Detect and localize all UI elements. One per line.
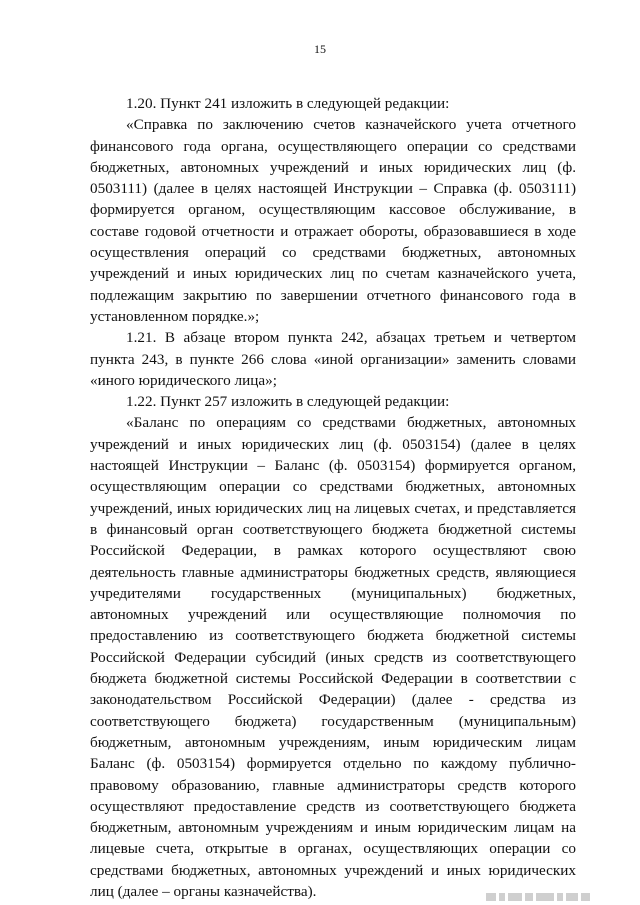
scan-mark-decoration [486,893,596,901]
page-number: 15 [314,42,326,56]
paragraph-1-22-text: «Баланс по операциям со средствами бюджетных, автономных учреждений и иных юридических лиц (ф. 0503154) (далее в целях настоящей Инструкции – Баланс (ф. 0503154) формируется органом, осуществляющим операции со средствами бюджетных, автономных учреждений, иных юридических лиц на лицевых счетах, и представляется в финансовый орган соответствующего бюджета бюджетной системы Российской Федерации, в рамках которого осуществляют свою деятельность главные администраторы бюджетных средств, являющиеся учредителями государственных (муниципальных) бюджетных, автономных учреждений или осуществляющие полномочия по предоставлению из соответствующего бюджета бюджетной системы Российской Федерации субсидий (иных средств из соответствующего бюджета бюджетной системы Российской Федерации в соответствии с законодательством Российской Федерации) (далее - средства из соответствующего бюджета) государственным (муниципальным) бюджетным, автономным учреждениям, иным юридическим лицам Баланс (ф. 0503154) формируется отдельно по каждому публично-правовому образованию, главные администраторы средств которого осуществляют предоставление средств из соответствующего бюджета бюджетным, автономным учреждениям и иным юридическим лицам на лицевые счета, открытые в органах, осуществляющих операции со средствами бюджетных, автономных учреждений и иных юридических лиц (далее – органы казначейства). [90,414,576,900]
paragraph-1-20-heading: 1.20. Пункт 241 изложить в следующей редакции: [126,95,450,112]
paragraph-1-21-text: 1.21. В абзаце втором пункта 242, абзацах третьем и четвертом пункта 243, в пункте 266 слова «иной организации» заменить словами «иного юридического лица»; [90,329,576,389]
paragraph-1-20-text: «Справка по заключению счетов казначейского учета отчетного финансового года органа, осуществляющего операции со средствами бюджетных, автономных учреждений и иных юридических лиц (ф. 0503111) (далее в целях настоящей Инструкции – Справка (ф. 0503111) формируется органом, осуществляющим кассовое обслуживание, в составе годовой отчетности и отражает обороты, образовавшиеся в ходе осуществления операций со средствами бюджетных, автономных учреждений и иных юридических лиц по счетам казначейского учета, подлежащим закрытию по завершении отчетного финансового года в установленном порядке.»; [90,116,576,325]
document-body [90,93,576,902]
paragraph-1-22-heading: 1.22. Пункт 257 изложить в следующей редакции: [126,393,450,411]
